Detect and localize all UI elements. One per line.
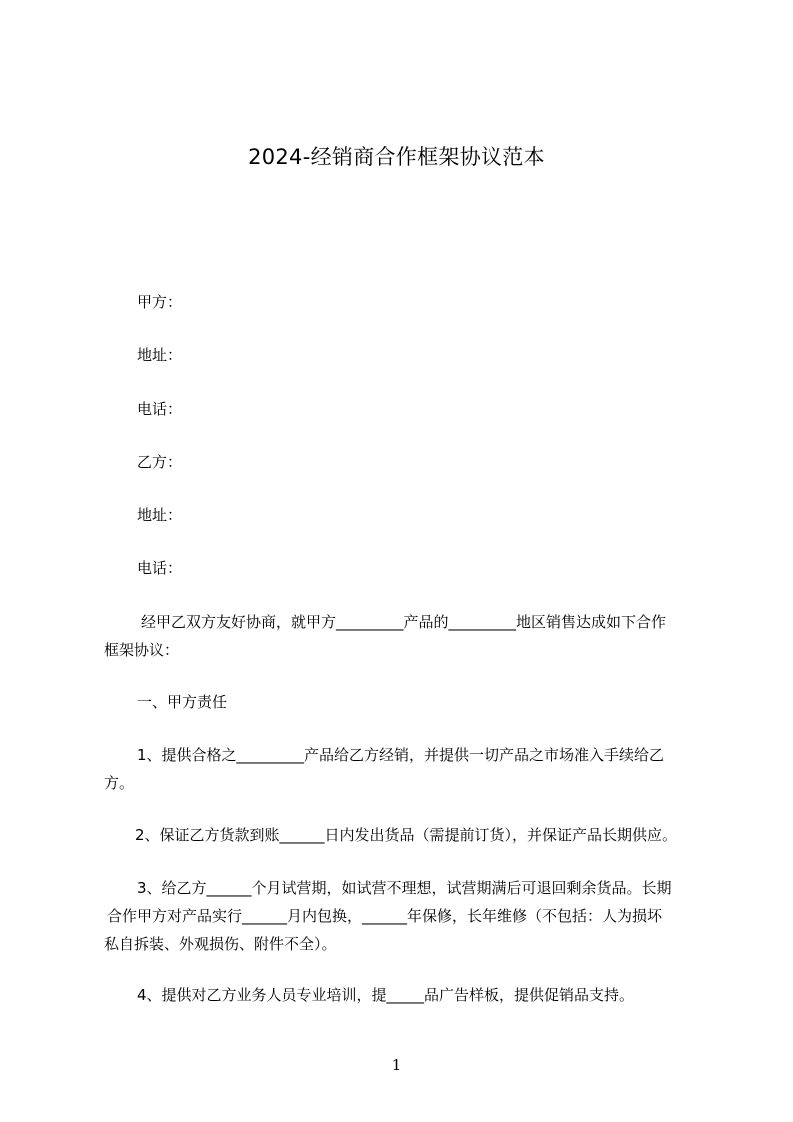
intro-line-2: 框架协议：	[104, 641, 180, 659]
party-b-phone-label: 电话：	[137, 559, 183, 577]
party-a-name-label: 甲方：	[137, 293, 183, 311]
clause-1	[104, 741, 716, 797]
clause-3-line-2: 合作甲方对产品实行______月内包换，______年保修，长年维修（不包括：人为损坏	[107, 907, 663, 925]
party-a-address-label: 地址：	[137, 346, 183, 364]
clause-3	[104, 874, 716, 958]
clause-3-line-3: 私自拆装、外观损伤、附件不全）。	[104, 935, 337, 953]
section-1-heading: 一、甲方责任	[137, 693, 228, 711]
party-b-address-label: 地址：	[137, 506, 183, 524]
document-title: 2024-经销商合作框架协议范本	[248, 145, 545, 169]
clause-3-line-1: 3、给乙方______个月试营期，如试营不理想，试营期满后可退回剩余货品。长期	[137, 879, 672, 897]
party-b-name-label: 乙方：	[137, 453, 183, 471]
clause-1-line-1: 1、提供合格之_________产品给乙方经销，并提供一切产品之市场准入手续给乙	[137, 746, 665, 764]
intro-paragraph	[104, 608, 716, 664]
clause-1-line-2: 方。	[104, 774, 135, 792]
party-a-phone-label: 电话：	[137, 400, 183, 418]
clause-2	[104, 821, 716, 849]
clause-4-line-1: 4、提供对乙方业务人员专业培训，提_____品广告样板，提供促销品支持。	[137, 986, 635, 1004]
clause-2-line-1: 2、保证乙方货款到账______日内发出货品（需提前订货），并保证产品长期供应。	[135, 826, 678, 844]
clause-4	[104, 981, 716, 1009]
page-number: 1	[391, 1056, 402, 1074]
intro-line-1: 经甲乙双方友好协商，就甲方_________产品的_________地区销售达成如下合作	[141, 613, 667, 631]
